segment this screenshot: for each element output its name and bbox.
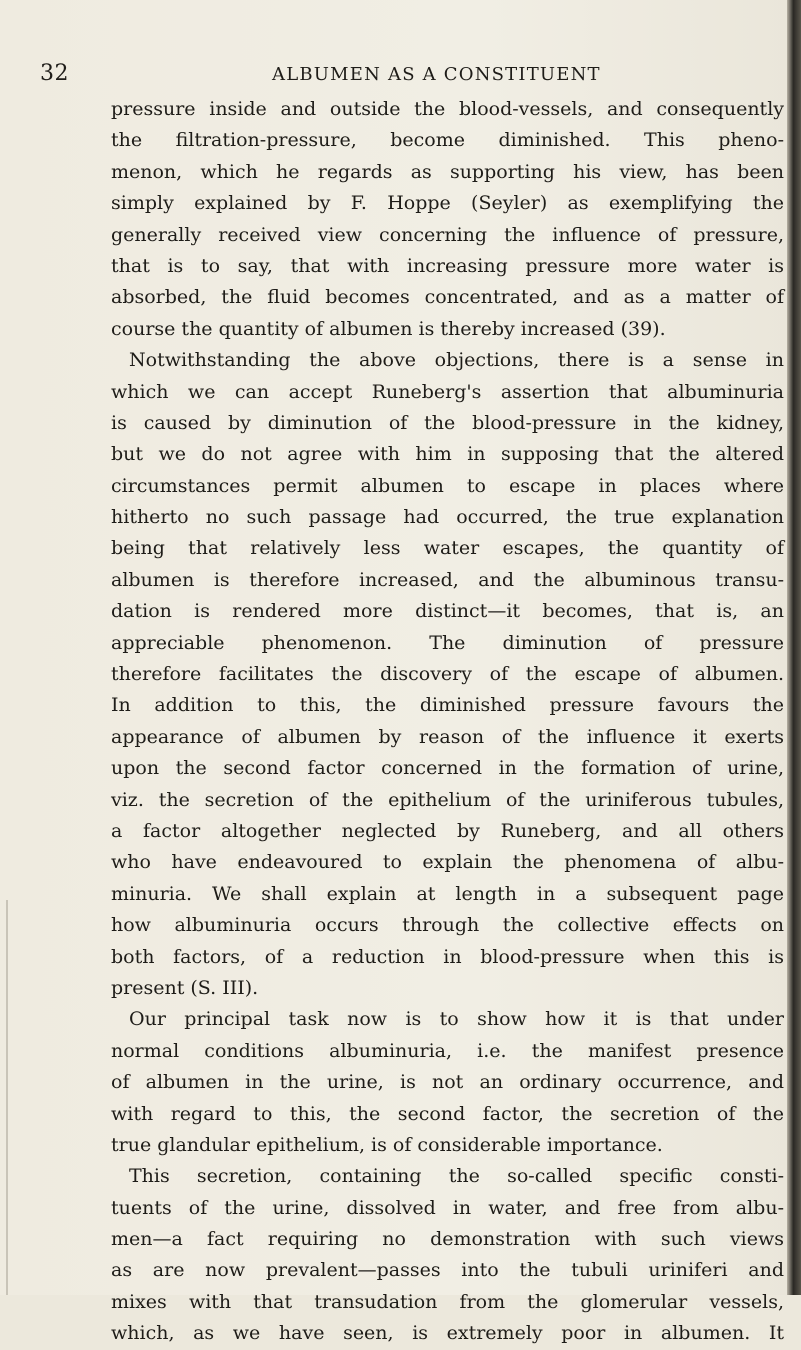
- text-line: is caused by diminution of the blood-pressure in the kidney,: [111, 411, 784, 434]
- text-line: normal conditions albuminuria, i.e. the manifest presence: [111, 1039, 784, 1062]
- text-line: of albumen in the urine, is not an ordinary occurrence, and: [111, 1071, 784, 1094]
- text-line: appreciable phenomenon. The diminution of pressure: [111, 631, 784, 654]
- text-line: pressure inside and outside the blood-vessels, and consequently: [111, 98, 784, 120]
- text-line: being that relatively less water escapes, the quantity of: [111, 537, 784, 560]
- text-line: appearance of albumen by reason of the influence it exerts: [111, 725, 784, 748]
- text-line: present (S. III).: [111, 976, 259, 999]
- text-line: circumstances permit albumen to escape in places where: [111, 474, 784, 497]
- text-line: In addition to this, the diminished pressure favours the: [111, 694, 784, 717]
- text-line: who have endeavoured to explain the phenomena of albu-: [111, 851, 784, 874]
- text-line: as are now prevalent—passes into the tubuli uriniferi and: [111, 1259, 784, 1282]
- text-line: which we can accept Runeberg's assertion that albuminuria: [111, 380, 784, 403]
- page-left-shadow: [6, 900, 8, 1295]
- text-line: tuents of the urine, dissolved in water, and free from albu-: [111, 1196, 784, 1219]
- text-line: that is to say, that with increasing pressure more water is: [111, 254, 784, 277]
- text-line: both factors, of a reduction in blood-pressure when this is: [111, 945, 784, 968]
- text-line: viz. the secretion of the epithelium of the uriniferous tubules,: [111, 788, 784, 811]
- page-number: 32: [40, 61, 69, 86]
- text-line: absorbed, the fluid becomes concentrated, and as a matter of: [111, 286, 784, 309]
- text-line: hitherto no such passage had occurred, the true explanation: [111, 506, 784, 529]
- text-line: simply explained by F. Hoppe (Seyler) as exemplifying the: [111, 192, 784, 215]
- text-line: a factor altogether neglected by Runeberg, and all others: [111, 819, 784, 842]
- text-line: menon, which he regards as supporting his view, has been: [111, 160, 784, 183]
- body-text: [111, 94, 784, 1350]
- text-line: course the quantity of albumen is thereby increased (39).: [111, 317, 666, 340]
- running-head: ALBUMEN AS A CONSTITUENT: [272, 64, 601, 85]
- paragraph-first-line: Notwithstanding the above objections, there is a sense in: [129, 349, 784, 372]
- text-line: how albuminuria occurs through the collective effects on: [111, 914, 784, 937]
- text-line: generally received view concerning the influence of pressure,: [111, 223, 784, 246]
- text-line: dation is rendered more distinct—it becomes, that is, an: [111, 600, 784, 623]
- text-line: minuria. We shall explain at length in a subsequent page: [111, 882, 784, 905]
- text-line: the filtration-pressure, become diminished. This pheno-: [111, 129, 784, 152]
- text-line: which, as we have seen, is extremely poor in albumen. It: [111, 1322, 784, 1345]
- paragraph-first-line: This secretion, containing the so-called specific consti-: [129, 1165, 784, 1188]
- paragraph-first-line: Our principal task now is to show how it is that under: [129, 1008, 784, 1031]
- text-line: albumen is therefore increased, and the albuminous transu-: [111, 568, 784, 591]
- text-line: true glandular epithelium, is of considerable importance.: [111, 1133, 663, 1156]
- text-line: mixes with that transudation from the glomerular vessels,: [111, 1290, 784, 1313]
- page-binding-edge: [787, 0, 801, 1295]
- text-line: men—a fact requiring no demonstration with such views: [111, 1228, 784, 1251]
- text-line: upon the second factor concerned in the formation of urine,: [111, 757, 784, 780]
- text-line: therefore facilitates the discovery of the escape of albumen.: [111, 663, 784, 686]
- text-line: but we do not agree with him in supposing that the altered: [111, 443, 784, 466]
- text-line: with regard to this, the second factor, the secretion of the: [111, 1102, 784, 1125]
